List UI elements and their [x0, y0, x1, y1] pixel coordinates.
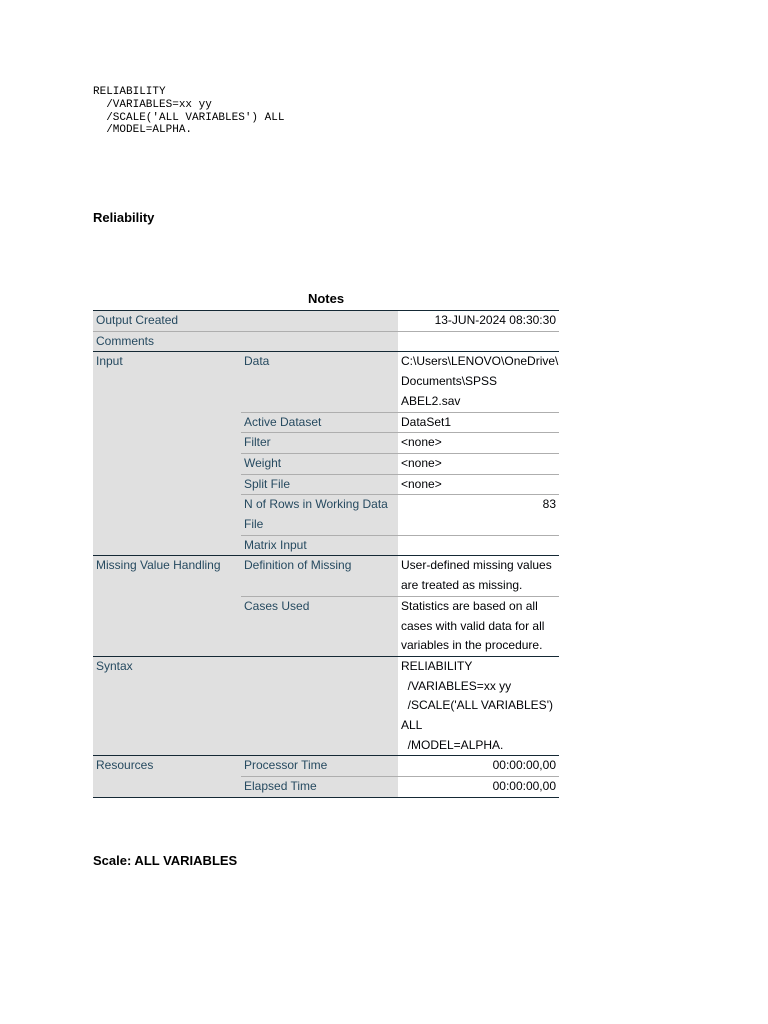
table-row	[93, 556, 559, 596]
syntax-line: RELIABILITY	[93, 86, 166, 98]
matrix-input-value	[398, 535, 559, 556]
row-header-elapsed-time: Elapsed Time	[241, 777, 398, 798]
data-value-line: C:\Users\LENOVO\OneDrive\	[401, 354, 559, 369]
syntax-value-line: ALL	[401, 718, 423, 733]
row-header-matrix-input: Matrix Input	[241, 535, 398, 556]
scale-heading: Scale: ALL VARIABLES	[93, 853, 238, 868]
row-header-input: Input	[93, 352, 241, 556]
comments-value	[398, 331, 559, 352]
data-value	[398, 352, 559, 412]
syntax-value-line: /SCALE('ALL VARIABLES')	[401, 698, 553, 713]
row-header-active-dataset: Active Dataset	[241, 412, 398, 433]
syntax-value-line: RELIABILITY	[401, 658, 473, 673]
table-row	[93, 352, 559, 412]
n-rows-label-line: File	[244, 517, 264, 532]
row-header-output-created: Output Created	[93, 311, 398, 332]
cases-used-value-line: cases with valid data for all	[401, 618, 545, 633]
table-row	[93, 656, 559, 756]
row-header-syntax: Syntax	[93, 656, 398, 756]
table-row	[93, 311, 559, 332]
syntax-value-line: /MODEL=ALPHA.	[401, 737, 504, 752]
n-rows-label-line: N of Rows in Working Data	[244, 497, 388, 512]
cases-used-value	[398, 596, 559, 656]
row-header-n-rows	[241, 495, 398, 535]
cases-used-value-line: Statistics are based on all	[401, 598, 538, 613]
syntax-value-line: /VARIABLES=xx yy	[401, 678, 512, 693]
syntax-block	[93, 86, 284, 137]
output-created-value: 13-JUN-2024 08:30:30	[398, 311, 559, 332]
data-value-line: ABEL2.sav	[401, 393, 461, 408]
row-header-comments: Comments	[93, 331, 398, 352]
section-heading-reliability: Reliability	[93, 210, 155, 225]
row-header-processor-time: Processor Time	[241, 756, 398, 777]
syntax-value	[398, 656, 559, 756]
split-file-value: <none>	[398, 474, 559, 495]
notes-title: Notes	[307, 291, 345, 306]
active-dataset-value: DataSet1	[398, 412, 559, 433]
row-header-resources: Resources	[93, 756, 241, 797]
weight-value: <none>	[398, 453, 559, 474]
table-row	[93, 756, 559, 777]
row-header-weight: Weight	[241, 453, 398, 474]
elapsed-time-value: 00:00:00,00	[398, 777, 559, 798]
row-header-missing: Missing Value Handling	[93, 556, 241, 657]
definition-value-line: User-defined missing values	[401, 558, 552, 573]
data-value-line: Documents\SPSS	[401, 374, 498, 389]
definition-value-line: are treated as missing.	[401, 578, 523, 593]
row-header-filter: Filter	[241, 433, 398, 454]
syntax-line: /MODEL=ALPHA.	[93, 124, 193, 137]
processor-time-value: 00:00:00,00	[398, 756, 559, 777]
n-rows-value: 83	[398, 495, 559, 535]
notes-table	[93, 310, 559, 798]
cases-used-value-line: variables in the procedure.	[401, 638, 543, 653]
table-row	[93, 331, 559, 352]
row-header-definition: Definition of Missing	[241, 556, 398, 596]
row-header-data: Data	[241, 352, 398, 412]
row-header-split-file: Split File	[241, 474, 398, 495]
row-header-cases-used: Cases Used	[241, 596, 398, 656]
syntax-line: /VARIABLES=xx yy	[93, 98, 212, 111]
definition-value	[398, 556, 559, 596]
filter-value: <none>	[398, 433, 559, 454]
syntax-line: /SCALE('ALL VARIABLES') ALL	[93, 111, 285, 124]
